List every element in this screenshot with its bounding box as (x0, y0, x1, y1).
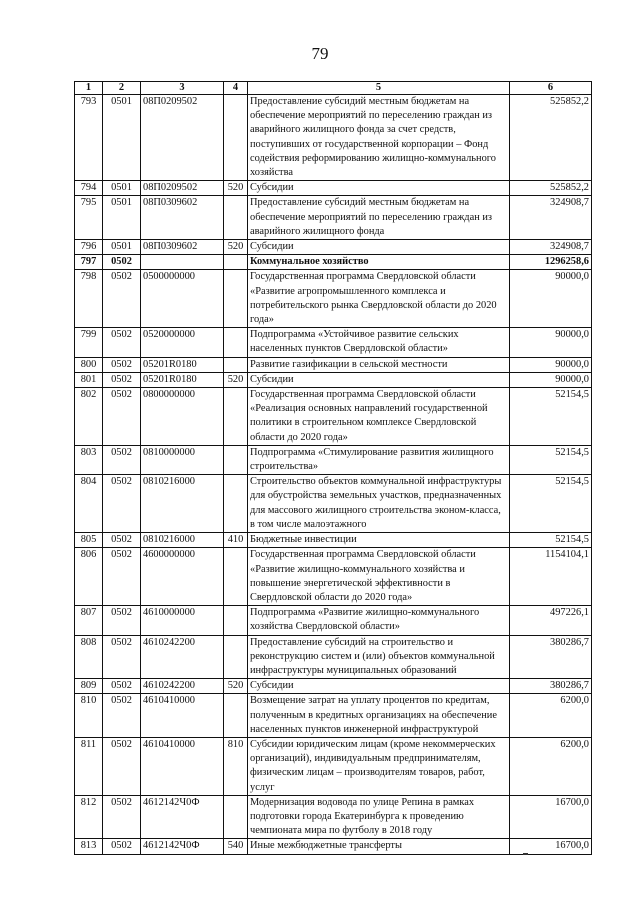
scan-mark (523, 853, 528, 855)
item-name-cell: Субсидии юридическим лицам (кроме некоммерческих организаций), индивидуальным предпринимателям, физическим лицам – производителям товаров, работ, услуг (248, 737, 510, 795)
row-number-cell: 813 (75, 839, 103, 854)
row-number-cell: 809 (75, 679, 103, 694)
table-header-row (75, 82, 592, 95)
target-code-cell: 0500000000 (141, 270, 224, 328)
table-row (75, 606, 592, 635)
expense-type-cell: 540 (224, 839, 248, 854)
amount-cell: 16700,0 (510, 839, 592, 854)
target-code-cell: 0810000000 (141, 445, 224, 474)
amount-cell: 525852,2 (510, 95, 592, 181)
item-name-cell: Субсидии (248, 240, 510, 255)
table-row (75, 533, 592, 548)
amount-cell: 52154,5 (510, 388, 592, 446)
item-name-cell: Государственная программа Свердловской области «Развитие жилищно-коммунального хозяйства и повышение энергетической эффективности в Свердловской области до 2020 года» (248, 548, 510, 606)
target-code-cell (141, 255, 224, 270)
amount-cell: 90000,0 (510, 270, 592, 328)
section-code-cell: 0502 (103, 606, 141, 635)
item-name-cell: Возмещение затрат на уплату процентов по кредитам, полученным в кредитных организациях на обеспечение населенных пунктов инженерной инфраструктурой (248, 694, 510, 738)
row-number-cell: 807 (75, 606, 103, 635)
table-row (75, 694, 592, 738)
expense-type-cell (224, 255, 248, 270)
row-number-cell: 796 (75, 240, 103, 255)
target-code-cell: 08П0209502 (141, 181, 224, 196)
section-code-cell: 0501 (103, 240, 141, 255)
row-number-cell: 812 (75, 795, 103, 839)
row-number-cell: 801 (75, 372, 103, 387)
target-code-cell: 08П0309602 (141, 240, 224, 255)
row-number-cell: 794 (75, 181, 103, 196)
row-number-cell: 797 (75, 255, 103, 270)
amount-cell: 16700,0 (510, 795, 592, 839)
column-header: 6 (510, 82, 592, 95)
target-code-cell: 05201R0180 (141, 357, 224, 372)
row-number-cell: 811 (75, 737, 103, 795)
table-body (75, 95, 592, 855)
expense-type-cell (224, 95, 248, 181)
item-name-cell: Подпрограмма «Стимулирование развития жилищного строительства» (248, 445, 510, 474)
amount-cell: 90000,0 (510, 328, 592, 357)
section-code-cell: 0501 (103, 196, 141, 240)
row-number-cell: 798 (75, 270, 103, 328)
row-number-cell: 793 (75, 95, 103, 181)
target-code-cell: 4610000000 (141, 606, 224, 635)
amount-cell: 6200,0 (510, 737, 592, 795)
amount-cell: 52154,5 (510, 475, 592, 533)
row-number-cell: 804 (75, 475, 103, 533)
expense-type-cell (224, 270, 248, 328)
expense-type-cell (224, 694, 248, 738)
expense-type-cell: 810 (224, 737, 248, 795)
table-row (75, 372, 592, 387)
target-code-cell: 4610410000 (141, 694, 224, 738)
row-number-cell: 808 (75, 635, 103, 679)
column-header: 1 (75, 82, 103, 95)
expense-type-cell (224, 606, 248, 635)
target-code-cell: 08П0309602 (141, 196, 224, 240)
target-code-cell: 0800000000 (141, 388, 224, 446)
target-code-cell: 4610242200 (141, 679, 224, 694)
column-header: 5 (248, 82, 510, 95)
item-name-cell: Субсидии (248, 372, 510, 387)
expense-type-cell (224, 548, 248, 606)
section-code-cell: 0502 (103, 795, 141, 839)
amount-cell: 1296258,6 (510, 255, 592, 270)
table-row (75, 357, 592, 372)
table-row (75, 240, 592, 255)
item-name-cell: Строительство объектов коммунальной инфраструктуры для обустройства земельных участков, предназначенных для массового жилищного строительства эконом-класса, в том числе малоэтажного (248, 475, 510, 533)
expense-type-cell (224, 196, 248, 240)
table-row (75, 181, 592, 196)
table-row (75, 255, 592, 270)
target-code-cell: 4610410000 (141, 737, 224, 795)
table-row (75, 839, 592, 854)
row-number-cell: 810 (75, 694, 103, 738)
target-code-cell: 4610242200 (141, 635, 224, 679)
section-code-cell: 0502 (103, 357, 141, 372)
section-code-cell: 0502 (103, 548, 141, 606)
amount-cell: 324908,7 (510, 240, 592, 255)
expense-type-cell (224, 445, 248, 474)
target-code-cell: 0520000000 (141, 328, 224, 357)
item-name-cell: Подпрограмма «Развитие жилищно-коммунального хозяйства Свердловской области» (248, 606, 510, 635)
section-code-cell: 0502 (103, 737, 141, 795)
item-name-cell: Государственная программа Свердловской области «Реализация основных направлений государственной политики в строительном комплексе Свердловской области до 2020 года» (248, 388, 510, 446)
item-name-cell: Развитие газификации в сельской местности (248, 357, 510, 372)
table-row (75, 388, 592, 446)
expense-type-cell: 410 (224, 533, 248, 548)
row-number-cell: 802 (75, 388, 103, 446)
page-number: 79 (311, 44, 329, 63)
target-code-cell: 05201R0180 (141, 372, 224, 387)
expense-type-cell (224, 635, 248, 679)
amount-cell: 52154,5 (510, 533, 592, 548)
row-number-cell: 805 (75, 533, 103, 548)
item-name-cell: Государственная программа Свердловской области «Развитие агропромышленного комплекса и потребительского рынка Свердловской области до 2020 года» (248, 270, 510, 328)
table-row (75, 795, 592, 839)
row-number-cell: 806 (75, 548, 103, 606)
row-number-cell: 795 (75, 196, 103, 240)
table-row (75, 679, 592, 694)
expense-type-cell: 520 (224, 181, 248, 196)
section-code-cell: 0501 (103, 181, 141, 196)
expense-type-cell: 520 (224, 679, 248, 694)
table-row (75, 475, 592, 533)
section-code-cell: 0502 (103, 475, 141, 533)
section-code-cell: 0502 (103, 372, 141, 387)
table-row (75, 737, 592, 795)
amount-cell: 6200,0 (510, 694, 592, 738)
item-name-cell: Бюджетные инвестиции (248, 533, 510, 548)
table-row (75, 548, 592, 606)
expense-type-cell (224, 328, 248, 357)
amount-cell: 380286,7 (510, 679, 592, 694)
item-name-cell: Иные межбюджетные трансферты (248, 839, 510, 854)
table-row (75, 328, 592, 357)
item-name-cell: Предоставление субсидий на строительство и реконструкцию систем и (или) объектов коммунальной инфраструктуры муниципальных образований (248, 635, 510, 679)
target-code-cell: 0810216000 (141, 533, 224, 548)
section-code-cell: 0502 (103, 533, 141, 548)
amount-cell: 90000,0 (510, 357, 592, 372)
table-row (75, 445, 592, 474)
expense-type-cell (224, 475, 248, 533)
row-number-cell: 803 (75, 445, 103, 474)
amount-cell: 380286,7 (510, 635, 592, 679)
section-code-cell: 0502 (103, 328, 141, 357)
section-code-cell: 0502 (103, 635, 141, 679)
section-code-cell: 0502 (103, 839, 141, 854)
row-number-cell: 800 (75, 357, 103, 372)
expense-type-cell (224, 388, 248, 446)
item-name-cell: Коммунальное хозяйство (248, 255, 510, 270)
item-name-cell: Предоставление субсидий местным бюджетам на обеспечение мероприятий по переселению граждан из аварийного жилищного фонда за счет средств, поступивших от государственной корпорации – Фонд содействия реформированию жилищно-коммунального хозяйства (248, 95, 510, 181)
amount-cell: 324908,7 (510, 196, 592, 240)
amount-cell: 497226,1 (510, 606, 592, 635)
section-code-cell: 0502 (103, 445, 141, 474)
section-code-cell: 0502 (103, 388, 141, 446)
budget-table (74, 81, 592, 855)
target-code-cell: 08П0209502 (141, 95, 224, 181)
expense-type-cell: 520 (224, 372, 248, 387)
table-row (75, 270, 592, 328)
section-code-cell: 0502 (103, 694, 141, 738)
item-name-cell: Субсидии (248, 181, 510, 196)
item-name-cell: Подпрограмма «Устойчивое развитие сельских населенных пунктов Свердловской области» (248, 328, 510, 357)
section-code-cell: 0502 (103, 679, 141, 694)
section-code-cell: 0502 (103, 270, 141, 328)
column-header: 2 (103, 82, 141, 95)
item-name-cell: Предоставление субсидий местным бюджетам на обеспечение мероприятий по переселению граждан из аварийного жилищного фонда (248, 196, 510, 240)
item-name-cell: Субсидии (248, 679, 510, 694)
section-code-cell: 0502 (103, 255, 141, 270)
amount-cell: 525852,2 (510, 181, 592, 196)
target-code-cell: 4612142Ч0Ф (141, 839, 224, 854)
amount-cell: 90000,0 (510, 372, 592, 387)
target-code-cell: 0810216000 (141, 475, 224, 533)
column-header: 4 (224, 82, 248, 95)
section-code-cell: 0501 (103, 95, 141, 181)
amount-cell: 52154,5 (510, 445, 592, 474)
expense-type-cell (224, 357, 248, 372)
item-name-cell: Модернизация водовода по улице Репина в рамках подготовки города Екатеринбурга к проведению чемпионата мира по футболу в 2018 году (248, 795, 510, 839)
row-number-cell: 799 (75, 328, 103, 357)
expense-type-cell (224, 795, 248, 839)
table-row (75, 95, 592, 181)
expense-type-cell: 520 (224, 240, 248, 255)
amount-cell: 1154104,1 (510, 548, 592, 606)
target-code-cell: 4612142Ч0Ф (141, 795, 224, 839)
table-row (75, 635, 592, 679)
target-code-cell: 4600000000 (141, 548, 224, 606)
column-header: 3 (141, 82, 224, 95)
table-row (75, 196, 592, 240)
